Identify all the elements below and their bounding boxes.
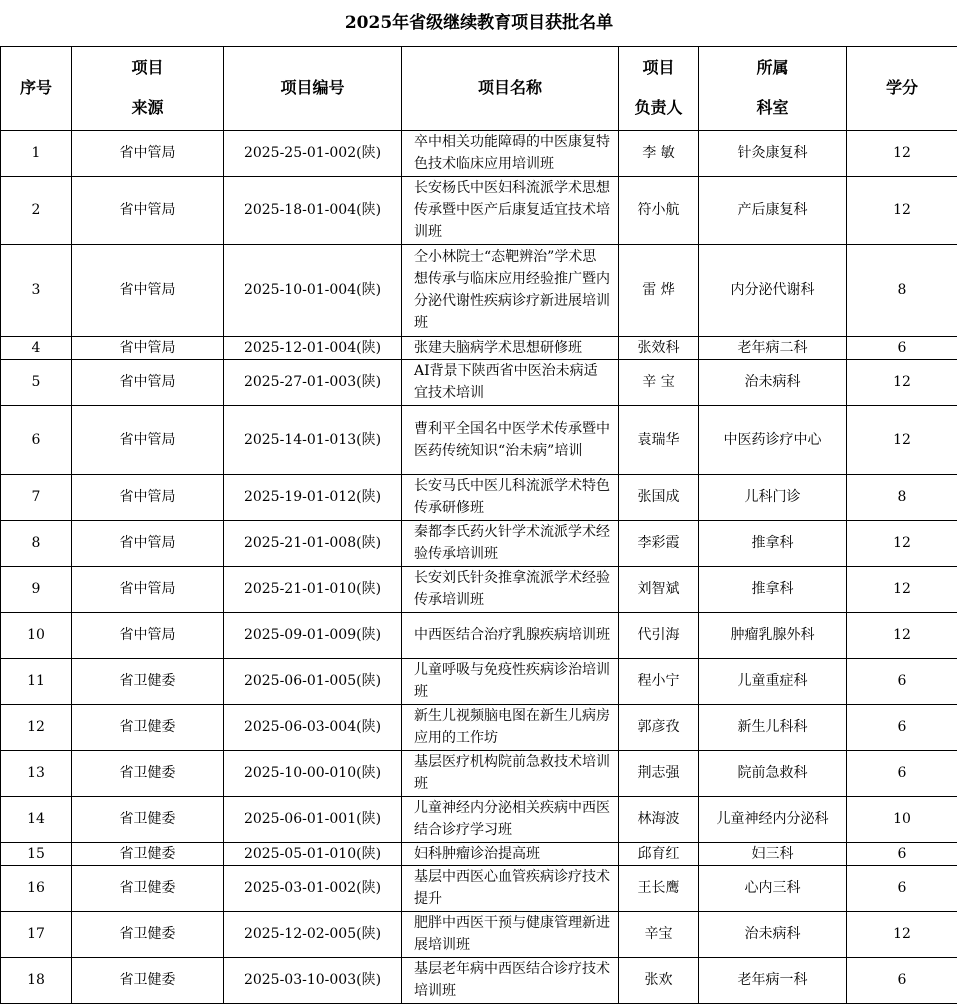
cell-leader: 袁瑞华 [619,405,699,474]
cell-leader: 邱育红 [619,842,699,865]
cell-source: 省卫健委 [72,865,224,911]
table-row [1,612,957,658]
cell-credit: 6 [847,658,957,704]
cell-leader: 刘智斌 [619,566,699,612]
cell-leader: 林海波 [619,796,699,842]
cell-leader: 张国成 [619,474,699,520]
cell-credit: 6 [847,865,957,911]
cell-index: 6 [1,405,72,474]
table-row [1,359,957,405]
header-leader: 项目 负责人 [619,46,699,130]
cell-dept: 院前急救科 [699,750,847,796]
cell-index: 9 [1,566,72,612]
cell-code: 2025-21-01-008(陕) [224,520,402,566]
cell-code: 2025-12-01-004(陕) [224,336,402,359]
table-row [1,405,957,474]
cell-name: 秦都李氏药火针学术流派学术经验传承培训班 [402,520,619,566]
table-row [1,566,957,612]
cell-dept: 肿瘤乳腺外科 [699,612,847,658]
cell-code: 2025-05-01-010(陕) [224,842,402,865]
cell-name: 张建夫脑病学术思想研修班 [402,336,619,359]
cell-leader: 雷 烨 [619,244,699,336]
cell-name: 长安马氏中医儿科流派学术特色传承研修班 [402,474,619,520]
cell-credit: 10 [847,796,957,842]
cell-code: 2025-14-01-013(陕) [224,405,402,474]
table-row [1,474,957,520]
header-credit: 学分 [847,46,957,130]
cell-leader: 李 敏 [619,130,699,176]
cell-index: 8 [1,520,72,566]
table-row [1,842,957,865]
cell-credit: 8 [847,474,957,520]
cell-index: 16 [1,865,72,911]
header-dept: 所属 科室 [699,46,847,130]
cell-source: 省中管局 [72,130,224,176]
cell-source: 省中管局 [72,244,224,336]
cell-index: 13 [1,750,72,796]
cell-dept: 推拿科 [699,566,847,612]
table-row [1,911,957,957]
cell-leader: 代引海 [619,612,699,658]
cell-credit: 12 [847,612,957,658]
header-name: 项目名称 [402,46,619,130]
header-code: 项目编号 [224,46,402,130]
cell-name: AI背景下陕西省中医治未病适宜技术培训 [402,359,619,405]
cell-code: 2025-06-01-001(陕) [224,796,402,842]
cell-index: 5 [1,359,72,405]
cell-index: 1 [1,130,72,176]
cell-name: 妇科肿瘤诊治提高班 [402,842,619,865]
cell-code: 2025-09-01-009(陕) [224,612,402,658]
cell-leader: 王长鹰 [619,865,699,911]
cell-name: 曹利平全国名中医学术传承暨中医药传统知识“治未病”培训 [402,405,619,474]
cell-source: 省卫健委 [72,957,224,1003]
cell-name: 中西医结合治疗乳腺疾病培训班 [402,612,619,658]
cell-name: 儿童神经内分泌相关疾病中西医结合诊疗学习班 [402,796,619,842]
cell-dept: 内分泌代谢科 [699,244,847,336]
cell-leader: 辛 宝 [619,359,699,405]
table-row [1,244,957,336]
cell-code: 2025-21-01-010(陕) [224,566,402,612]
cell-credit: 12 [847,359,957,405]
cell-leader: 程小宁 [619,658,699,704]
cell-dept: 治未病科 [699,911,847,957]
table-row [1,750,957,796]
cell-index: 4 [1,336,72,359]
cell-index: 17 [1,911,72,957]
cell-index: 3 [1,244,72,336]
cell-code: 2025-25-01-002(陕) [224,130,402,176]
cell-index: 11 [1,658,72,704]
table-row [1,130,957,176]
cell-leader: 符小航 [619,176,699,244]
cell-credit: 12 [847,130,957,176]
cell-source: 省卫健委 [72,796,224,842]
cell-credit: 6 [847,750,957,796]
cell-leader: 张效科 [619,336,699,359]
cell-index: 15 [1,842,72,865]
cell-source: 省卫健委 [72,750,224,796]
cell-code: 2025-03-10-003(陕) [224,957,402,1003]
cell-source: 省卫健委 [72,911,224,957]
cell-dept: 产后康复科 [699,176,847,244]
cell-source: 省中管局 [72,336,224,359]
cell-code: 2025-19-01-012(陕) [224,474,402,520]
cell-name: 长安杨氏中医妇科流派学术思想传承暨中医产后康复适宜技术培训班 [402,176,619,244]
cell-name: 基层医疗机构院前急救技术培训班 [402,750,619,796]
cell-name: 基层老年病中西医结合诊疗技术培训班 [402,957,619,1003]
cell-name: 肥胖中西医干预与健康管理新进展培训班 [402,911,619,957]
cell-name: 长安刘氏针灸推拿流派学术经验传承培训班 [402,566,619,612]
cell-code: 2025-03-01-002(陕) [224,865,402,911]
cell-leader: 李彩霞 [619,520,699,566]
cell-leader: 辛宝 [619,911,699,957]
table-row [1,176,957,244]
cell-dept: 治未病科 [699,359,847,405]
cell-index: 18 [1,957,72,1003]
cell-source: 省中管局 [72,612,224,658]
cell-source: 省中管局 [72,405,224,474]
cell-name: 新生儿视频脑电图在新生儿病房应用的工作坊 [402,704,619,750]
cell-credit: 12 [847,520,957,566]
cell-code: 2025-10-01-004(陕) [224,244,402,336]
cell-dept: 针灸康复科 [699,130,847,176]
cell-code: 2025-10-00-010(陕) [224,750,402,796]
cell-dept: 新生儿科科 [699,704,847,750]
cell-dept: 儿科门诊 [699,474,847,520]
cell-credit: 12 [847,176,957,244]
table-row [1,658,957,704]
cell-credit: 12 [847,911,957,957]
table-row [1,796,957,842]
cell-credit: 8 [847,244,957,336]
cell-dept: 老年病二科 [699,336,847,359]
cell-source: 省卫健委 [72,658,224,704]
cell-source: 省卫健委 [72,704,224,750]
cell-source: 省中管局 [72,359,224,405]
cell-code: 2025-06-01-005(陕) [224,658,402,704]
cell-name: 基层中西医心血管疾病诊疗技术提升 [402,865,619,911]
cell-code: 2025-06-03-004(陕) [224,704,402,750]
table-row [1,520,957,566]
table-row [1,704,957,750]
cell-dept: 儿童重症科 [699,658,847,704]
cell-index: 14 [1,796,72,842]
cell-dept: 妇三科 [699,842,847,865]
cell-source: 省中管局 [72,566,224,612]
cell-credit: 6 [847,704,957,750]
cell-credit: 12 [847,405,957,474]
cell-code: 2025-12-02-005(陕) [224,911,402,957]
header-source: 项目 来源 [72,46,224,130]
cell-code: 2025-27-01-003(陕) [224,359,402,405]
cell-name: 儿童呼吸与免疫性疾病诊治培训班 [402,658,619,704]
cell-credit: 6 [847,957,957,1003]
cell-credit: 6 [847,842,957,865]
table-row [1,865,957,911]
cell-name: 卒中相关功能障碍的中医康复特色技术临床应用培训班 [402,130,619,176]
table-row [1,957,957,1003]
cell-source: 省中管局 [72,520,224,566]
cell-dept: 心内三科 [699,865,847,911]
cell-source: 省中管局 [72,176,224,244]
cell-leader: 郭彦孜 [619,704,699,750]
cell-index: 12 [1,704,72,750]
cell-code: 2025-18-01-004(陕) [224,176,402,244]
cell-dept: 中医药诊疗中心 [699,405,847,474]
cell-index: 7 [1,474,72,520]
cell-credit: 12 [847,566,957,612]
cell-dept: 推拿科 [699,520,847,566]
cell-source: 省卫健委 [72,842,224,865]
cell-index: 10 [1,612,72,658]
cell-leader: 张欢 [619,957,699,1003]
cell-dept: 儿童神经内分泌科 [699,796,847,842]
cell-leader: 荆志强 [619,750,699,796]
cell-source: 省中管局 [72,474,224,520]
page-title: 2025年省级继续教育项目获批名单 [1,0,957,46]
table-row [1,336,957,359]
cell-dept: 老年病一科 [699,957,847,1003]
cell-index: 2 [1,176,72,244]
cell-name: 仝小林院士“态靶辨治”学术思想传承与临床应用经验推广暨内分泌代谢性疾病诊疗新进展培训班 [402,244,619,336]
header-index: 序号 [1,46,72,130]
cell-credit: 6 [847,336,957,359]
